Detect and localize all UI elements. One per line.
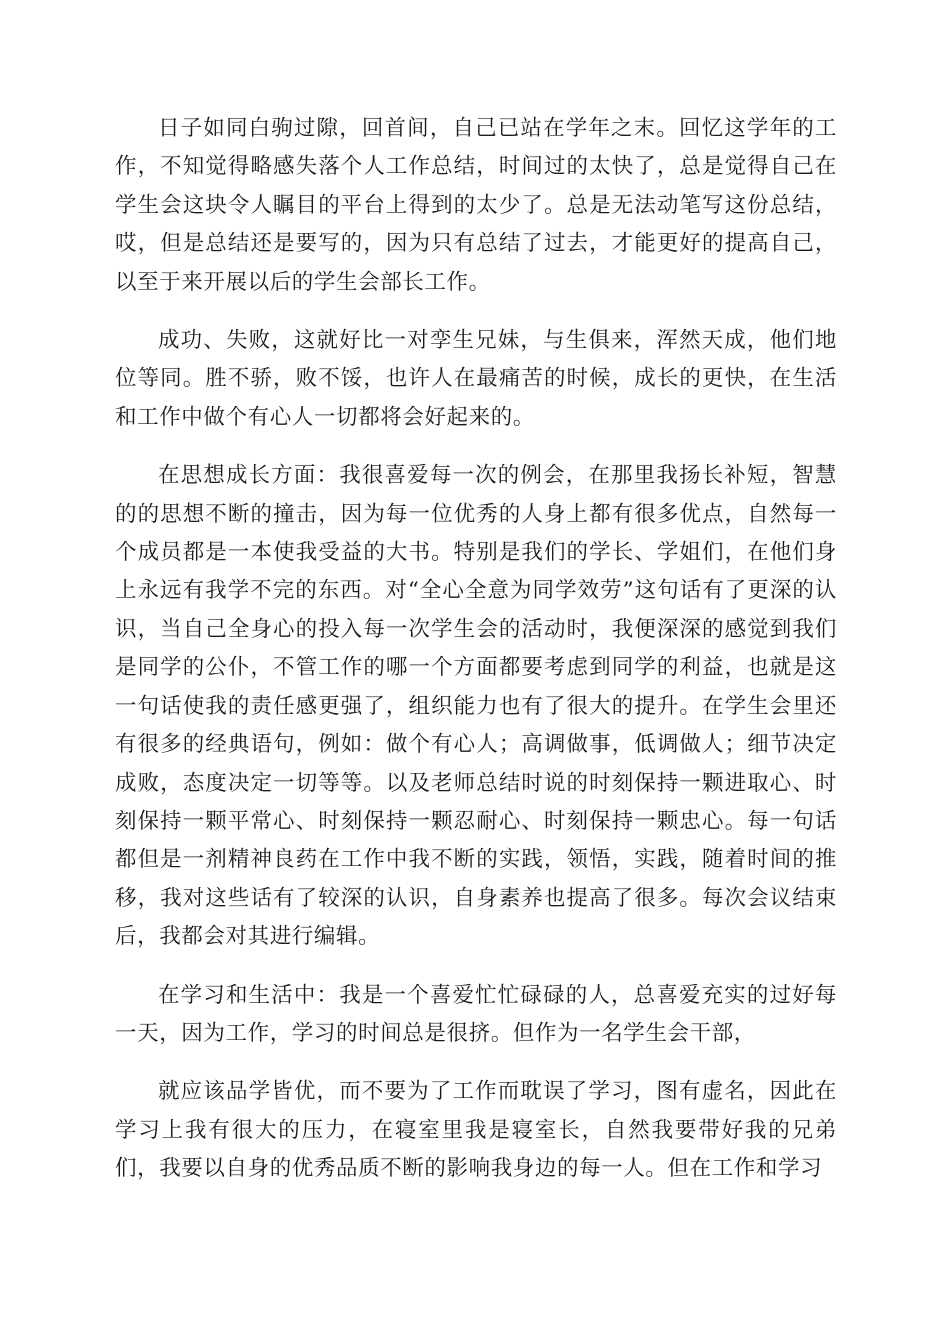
paragraph-year-review: 日子如同白驹过隙，回首间，自己已站在学年之末。回忆这学年的工作，不知觉得略感失落个人工作总结，时间过的太快了，总是觉得自己在学生会这块令人瞩目的平台上得到的太少了。总是无法动笔写这份总结，哎，但是总结还是要写的，因为只有总结了过去，才能更好的提高自己，以至于来开展以后的学生会部长工作。: [115, 116, 837, 295]
paragraph-thought-growth: 在思想成长方面：我很喜爱每一次的例会，在那里我扬长补短，智慧的的思想不断的撞击，因为每一位优秀的人身上都有很多优点，自然每一个成员都是一本使我受益的大书。特别是我们的学长、学姐们，在他们身上永远有我学不完的东西。对“全心全意为同学效劳”这句话有了更深的认识，当自己全身心的投入每一次学生会的活动时，我便深深的感觉到我们是同学的公仆，不管工作的哪一个方面都要考虑到同学的利益，也就是这一句话使我的责任感更强了，组织能力也有了很大的提升。在学生会里还有很多的经典语句，例如：做个有心人；高调做事，低调做人；细节决定成败，态度决定一切等等。以及老师总结时说的时刻保持一颗进取心、时刻保持一颗平常心、时刻保持一颗忍耐心、时刻保持一颗忠心。每一句话都但是一剂精神良药在工作中我不断的实践，领悟，实践，随着时间的推移，我对这些话有了较深的认识，自身素养也提高了很多。每次会议结束后，我都会对其进行编辑。: [115, 463, 837, 950]
paragraph-success-failure: 成功、失败，这就好比一对孪生兄妹，与生俱来，浑然天成，他们地位等同。胜不骄，败不馁，也许人在最痛苦的时候，成长的更快，在生活和工作中做个有心人一切都将会好起来的。: [115, 328, 837, 430]
paragraph-study-life: 在学习和生活中：我是一个喜爱忙忙碌碌的人，总喜爱充实的过好每一天，因为工作，学习的时间总是很挤。但作为一名学生会干部，: [115, 982, 837, 1046]
paragraph-study-pressure: 就应该品学皆优，而不要为了工作而耽误了学习，图有虚名，因此在学习上我有很大的压力，在寝室里我是寝室长，自然我要带好我的兄弟们，我要以自身的优秀品质不断的影响我身边的每一人。但在工作和学习: [115, 1079, 837, 1182]
document-body: [115, 110, 837, 1189]
